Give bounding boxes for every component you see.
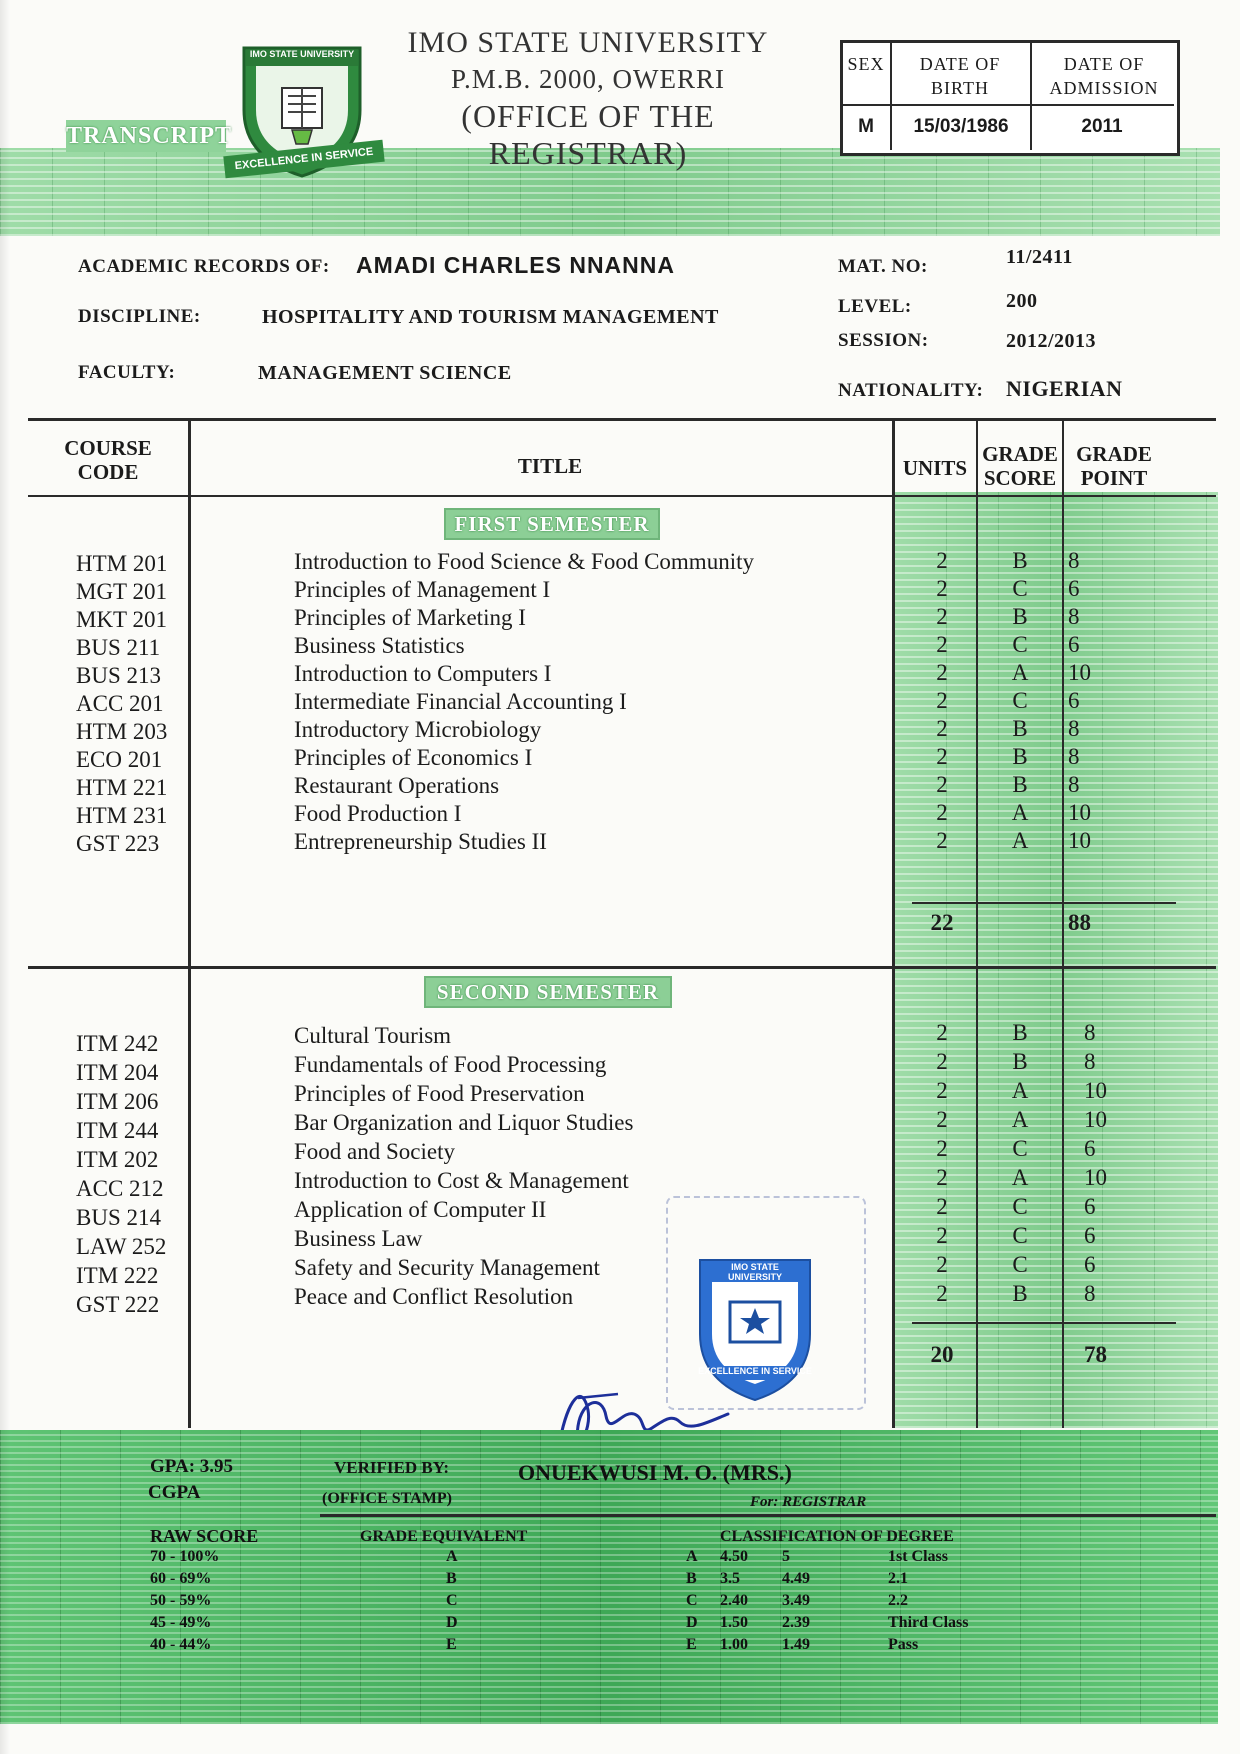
units-value: 2 [936, 1136, 948, 1161]
units-value: 2 [936, 548, 948, 573]
verifier-name: ONUEKWUSI M. O. (MRS.) [518, 1460, 792, 1485]
gpa-value: GPA: 3.95 [150, 1456, 234, 1477]
grade-score-value: C [1012, 1136, 1028, 1161]
stamp-motto: EXCELLENCE IN SERVICE [698, 1366, 812, 1376]
raw-score-range: 70 - 100% [150, 1548, 220, 1565]
col-grade-point: GRADE POINT [1076, 442, 1152, 490]
class-cgpa-from: 4.50 [720, 1548, 748, 1565]
grade-point-value: 6 [1084, 1252, 1096, 1277]
grade-score-value: A [1011, 828, 1029, 853]
col-title: TITLE [517, 454, 583, 478]
registrar-office: (OFFICE OF THE REGISTRAR) [461, 98, 715, 171]
grade-point-value: 6 [1068, 576, 1080, 601]
doa-value: 2011 [1081, 116, 1123, 137]
course-title: Principles of Food Preservation [294, 1081, 585, 1106]
matno-value: 11/2411 [1006, 246, 1073, 268]
class-grade: D [686, 1614, 698, 1631]
grade-score-value: C [1012, 688, 1028, 713]
course-code: ITM 242 [76, 1031, 159, 1056]
class-cgpa-from: 3.5 [720, 1570, 740, 1587]
class-cgpa-from: 1.00 [720, 1636, 748, 1653]
first-semester-total-units: 22 [930, 910, 954, 935]
grade-score-value: C [1012, 576, 1028, 601]
grade-score-value: C [1012, 1223, 1028, 1248]
units-value: 2 [936, 1165, 948, 1190]
grade-point-value: 10 [1084, 1165, 1107, 1190]
course-code: HTM 201 [76, 551, 168, 576]
grade-score-value: B [1012, 1049, 1028, 1074]
units-value: 2 [936, 716, 948, 741]
grade-score-value: B [1012, 716, 1028, 741]
transcript-watermark-label: TRANSCRIPT [66, 120, 226, 152]
session-label: SESSION: [838, 330, 929, 351]
units-value: 2 [936, 688, 948, 713]
course-title: Principles of Management I [294, 577, 551, 602]
grade-score-value: B [1012, 744, 1028, 769]
grade-score-value: A [1011, 660, 1029, 685]
grade-point-value: 6 [1068, 632, 1080, 657]
class-cgpa-to: 1.49 [782, 1636, 810, 1653]
grade-score-value: C [1012, 632, 1028, 657]
class-grade: C [686, 1592, 698, 1609]
class-grade: A [686, 1548, 698, 1565]
units-value: 2 [936, 1223, 948, 1248]
grade-score-value: C [1012, 1252, 1028, 1277]
grade-point-value: 8 [1084, 1281, 1096, 1306]
units-value: 2 [936, 772, 948, 797]
course-title: Restaurant Operations [294, 773, 500, 798]
level-value: 200 [1006, 290, 1038, 312]
raw-score-label: RAW SCORE [150, 1526, 259, 1546]
level-label: LEVEL: [838, 296, 912, 317]
sex-value: M [858, 116, 874, 137]
classification-label: CLASSIFICATION OF DEGREE [720, 1528, 954, 1545]
grade-score-value: B [1012, 1281, 1028, 1306]
grade-point-value: 10 [1068, 800, 1091, 825]
raw-score-range: 45 - 49% [150, 1614, 212, 1631]
grade-letter: B [446, 1570, 457, 1587]
course-title: Cultural Tourism [294, 1023, 452, 1048]
first-semester-banner: FIRST SEMESTER [444, 508, 660, 540]
faculty-label: FACULTY: [78, 362, 176, 383]
course-code: ITM 202 [76, 1147, 159, 1172]
course-code: ITM 206 [76, 1089, 159, 1114]
col-course-code: COURSE CODE [64, 436, 152, 484]
grade-letter: E [446, 1636, 457, 1653]
grade-score-value: A [1011, 1107, 1029, 1132]
grade-point-value: 6 [1084, 1223, 1096, 1248]
course-code: ITM 204 [76, 1060, 159, 1085]
grade-score-value: B [1012, 548, 1028, 573]
course-code: BUS 211 [76, 635, 161, 660]
grade-point-value: 8 [1068, 716, 1080, 741]
units-value: 2 [936, 1107, 948, 1132]
matno-label: MAT. NO: [838, 256, 928, 277]
units-value: 2 [936, 1049, 948, 1074]
units-value: 2 [936, 1194, 948, 1219]
course-title: Safety and Security Management [294, 1255, 600, 1280]
cgpa-label: CGPA [148, 1482, 201, 1503]
class-name: 2.1 [888, 1570, 908, 1587]
course-code: HTM 203 [76, 719, 168, 744]
crest-top-text: IMO STATE UNIVERSITY [249, 49, 355, 59]
class-cgpa-from: 2.40 [720, 1592, 748, 1609]
course-code: HTM 221 [76, 775, 168, 800]
grade-point-value: 8 [1068, 604, 1080, 629]
course-title: Intermediate Financial Accounting I [294, 689, 627, 714]
records-label: ACADEMIC RECORDS OF: [78, 256, 330, 277]
grade-score-value: A [1011, 1165, 1029, 1190]
grade-point-value: 8 [1068, 744, 1080, 769]
discipline-label: DISCIPLINE: [78, 306, 201, 327]
grade-letter: A [446, 1548, 458, 1565]
course-title: Peace and Conflict Resolution [294, 1284, 574, 1309]
course-title: Application of Computer II [294, 1197, 547, 1222]
grade-score-value: A [1011, 800, 1029, 825]
course-code: ITM 222 [76, 1263, 159, 1288]
course-title: Bar Organization and Liquor Studies [294, 1110, 634, 1135]
class-cgpa-to: 5 [782, 1548, 790, 1565]
class-cgpa-to: 2.39 [782, 1614, 810, 1631]
second-semester-total-units: 20 [930, 1342, 954, 1367]
crest-motto-ribbon: EXCELLENCE IN SERVICE [223, 140, 384, 179]
raw-score-range: 60 - 69% [150, 1570, 212, 1587]
course-code: LAW 252 [76, 1234, 167, 1259]
course-title: Food Production I [294, 801, 462, 826]
raw-score-range: 50 - 59% [150, 1592, 212, 1609]
grade-point-value: 6 [1084, 1194, 1096, 1219]
course-code: BUS 213 [76, 663, 161, 688]
verified-by-label: VERIFIED BY: [334, 1458, 450, 1477]
course-title: Business Law [294, 1226, 423, 1251]
class-name: Third Class [888, 1614, 969, 1631]
course-title: Food and Society [294, 1139, 455, 1164]
nationality-value: NIGERIAN [1006, 376, 1123, 401]
course-title: Principles of Marketing I [294, 605, 526, 630]
stamp-top-text: IMO STATE UNIVERSITY [727, 1262, 782, 1282]
grade-point-value: 10 [1068, 660, 1091, 685]
discipline-value: HOSPITALITY AND TOURISM MANAGEMENT [262, 306, 719, 328]
units-value: 2 [936, 828, 948, 853]
course-code: MGT 201 [76, 579, 167, 604]
grade-point-value: 10 [1084, 1078, 1107, 1103]
units-value: 2 [936, 632, 948, 657]
class-grade: B [686, 1570, 697, 1587]
course-title: Entrepreneurship Studies II [294, 829, 547, 854]
doa-label: DATE OF ADMISSION [1049, 54, 1159, 98]
dob-value: 15/03/1986 [913, 116, 1009, 137]
grade-point-value: 6 [1084, 1136, 1096, 1161]
course-code: HTM 231 [76, 803, 168, 828]
grade-point-value: 10 [1084, 1107, 1107, 1132]
faculty-value: MANAGEMENT SCIENCE [258, 362, 512, 384]
course-code: MKT 201 [76, 607, 167, 632]
grade-score-value: B [1012, 1020, 1028, 1045]
class-name: 2.2 [888, 1592, 908, 1609]
raw-score-range: 40 - 44% [150, 1636, 212, 1653]
second-semester-total-points: 78 [1084, 1342, 1107, 1367]
second-semester-banner: SECOND SEMESTER [424, 976, 672, 1008]
units-value: 2 [936, 604, 948, 629]
col-grade-score: GRADE SCORE [982, 442, 1058, 490]
grade-point-value: 8 [1084, 1020, 1096, 1045]
units-value: 2 [936, 576, 948, 601]
class-name: 1st Class [888, 1548, 949, 1565]
units-value: 2 [936, 1252, 948, 1277]
units-value: 2 [936, 1078, 948, 1103]
col-units: UNITS [902, 456, 968, 480]
student-name: AMADI CHARLES NNANNA [356, 252, 675, 278]
office-stamp-label: (OFFICE STAMP) [322, 1490, 452, 1507]
units-value: 2 [936, 1281, 948, 1306]
sex-label: SEX [847, 54, 885, 74]
grade-letter: C [446, 1592, 458, 1609]
grade-score-value: A [1011, 1078, 1029, 1103]
units-value: 2 [936, 660, 948, 685]
university-name: IMO STATE UNIVERSITY [407, 26, 769, 59]
grade-point-value: 8 [1068, 548, 1080, 573]
course-code: ACC 201 [76, 691, 164, 716]
dob-label: DATE OF BIRTH [919, 54, 1001, 98]
course-title: Business Statistics [294, 633, 465, 658]
course-title: Introduction to Cost & Management [294, 1168, 629, 1193]
units-value: 2 [936, 1020, 948, 1045]
session-value: 2012/2013 [1006, 330, 1097, 352]
course-code: ACC 212 [76, 1176, 164, 1201]
grade-equivalent-label: GRADE EQUIVALENT [360, 1528, 528, 1545]
for-registrar-label: For: REGISTRAR [750, 1494, 867, 1510]
grade-point-value: 8 [1084, 1049, 1096, 1074]
course-code: GST 222 [76, 1292, 160, 1317]
units-value: 2 [936, 800, 948, 825]
grade-score-value: B [1012, 772, 1028, 797]
course-code: GST 223 [76, 831, 160, 856]
class-cgpa-from: 1.50 [720, 1614, 748, 1631]
class-name: Pass [888, 1636, 919, 1653]
course-title: Fundamentals of Food Processing [294, 1052, 607, 1077]
grade-point-value: 10 [1068, 828, 1091, 853]
course-code: BUS 214 [76, 1205, 161, 1230]
grade-score-value: C [1012, 1194, 1028, 1219]
course-title: Introductory Microbiology [294, 717, 542, 742]
course-title: Introduction to Computers I [294, 661, 552, 686]
grade-score-value: B [1012, 604, 1028, 629]
course-title: Introduction to Food Science & Food Community [294, 549, 754, 574]
class-grade: E [686, 1636, 697, 1653]
units-value: 2 [936, 744, 948, 769]
page-edge-shadow [0, 0, 10, 1754]
first-semester-total-points: 88 [1068, 910, 1091, 935]
university-address: P.M.B. 2000, OWERRI [450, 64, 726, 94]
grade-letter: D [446, 1614, 458, 1631]
course-code: ECO 201 [76, 747, 163, 772]
class-cgpa-to: 4.49 [782, 1570, 810, 1587]
course-title: Principles of Economics I [294, 745, 533, 770]
grade-point-value: 8 [1068, 772, 1080, 797]
course-code: ITM 244 [76, 1118, 159, 1143]
class-cgpa-to: 3.49 [782, 1592, 810, 1609]
grade-point-value: 6 [1068, 688, 1080, 713]
nationality-label: NATIONALITY: [838, 380, 984, 401]
